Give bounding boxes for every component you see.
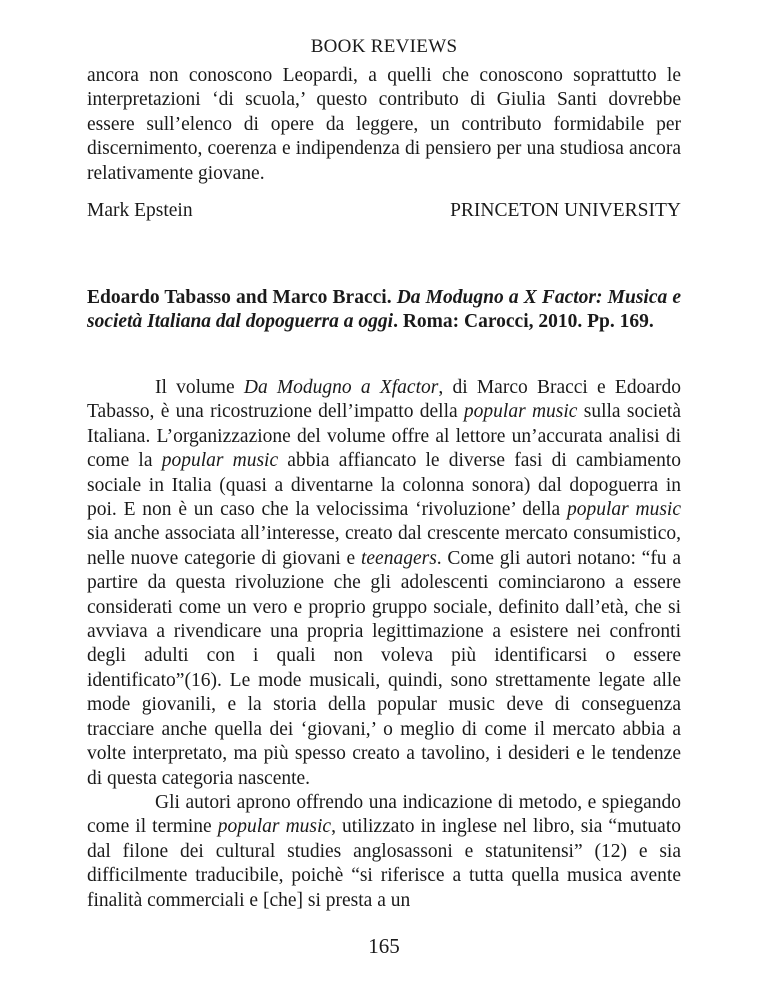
- review-body: [87, 376, 681, 913]
- book-title: Da Modugno a X Factor: Musica e società Italiana dal dopoguerra a oggi: [87, 287, 682, 333]
- continuation-text: ancora non conoscono Leopardi, a quelli che conoscono soprattutto le interpretazioni ‘di scuola,’ questo contributo di Giulia Santi dovrebbe essere sull’elenco di opere da leggere, un contributo formidabile per discernimento, coerenza e indipendenza di pensiero per una studiosa ancora relativamente giovane.: [87, 65, 681, 184]
- review-signature: [87, 200, 681, 222]
- book-publication: Roma: Carocci, 2010. Pp. 169.: [402, 311, 654, 333]
- reviewer-affiliation: PRINCETON UNIVERSITY: [450, 200, 681, 221]
- review-paragraph-2: Gli autori aprono offrendo una indicazione di metodo, e spiegando come il termine popular music, utilizzato in inglese nel libro, sia “mutuato dal filone dei cultural studies anglosassoni e statunitensi” (12) e sia difficilmente traducibile, poichè “si riferisce a tutta quella musica avente finalità commerciali e [che] si presta a un: [87, 791, 681, 911]
- reviewer-name: Mark Epstein: [87, 200, 193, 221]
- review-paragraph-1: Il volume Da Modugno a Xfactor, di Marco Bracci e Edoardo Tabasso, è una ricostruzione dell’impatto della popular music sulla società Italiana. L’organizzazione del volume offre al lettore un’accurata analisi di come la popular music abbia affiancato le diverse fasi di cambiamento sociale in Italia (quasi a diventarne la colonna sonora) dal dopoguerra in poi. E non è un caso che la velocissima ‘rivoluzione’ della popular music sia anche associata all’interesse, creato dal crescente mercato consumistico, nelle nuove categorie di giovani e teenagers. Come gli autori notano: “fu a partire da questa rivoluzione che gli adolescenti cominciarono a essere considerati come un vero e proprio gruppo sociale, definito dall’età, che si avviava a rivendicare una propria legittimazione a esistere nei confronti degli adulti con i quali non voleva più identificarsi o essere identificato”(16). Le mode musicali, quindi, sono strettamente legate alle mode giovanili, e la storia della popular music deve di conseguenza tracciare anche quella dei ‘giovani,’ o meglio di come il mercato abbia a volte interpretato, ma più spesso creato a tavolino, i desideri e le tendenze di questa categoria nascente.: [87, 377, 682, 789]
- continuation-paragraph: [87, 64, 681, 186]
- page-number: 165: [368, 934, 400, 958]
- book-authors: Edoardo Tabasso and Marco Bracci: [87, 287, 387, 308]
- book-citation: Edoardo Tabasso and Marco Bracci. Da Modugno a X Factor: Musica e società Italiana dal dopoguerra a oggi. Roma: Carocci, 2010. Pp. 169.: [87, 287, 682, 333]
- running-header: BOOK REVIEWS: [310, 36, 458, 57]
